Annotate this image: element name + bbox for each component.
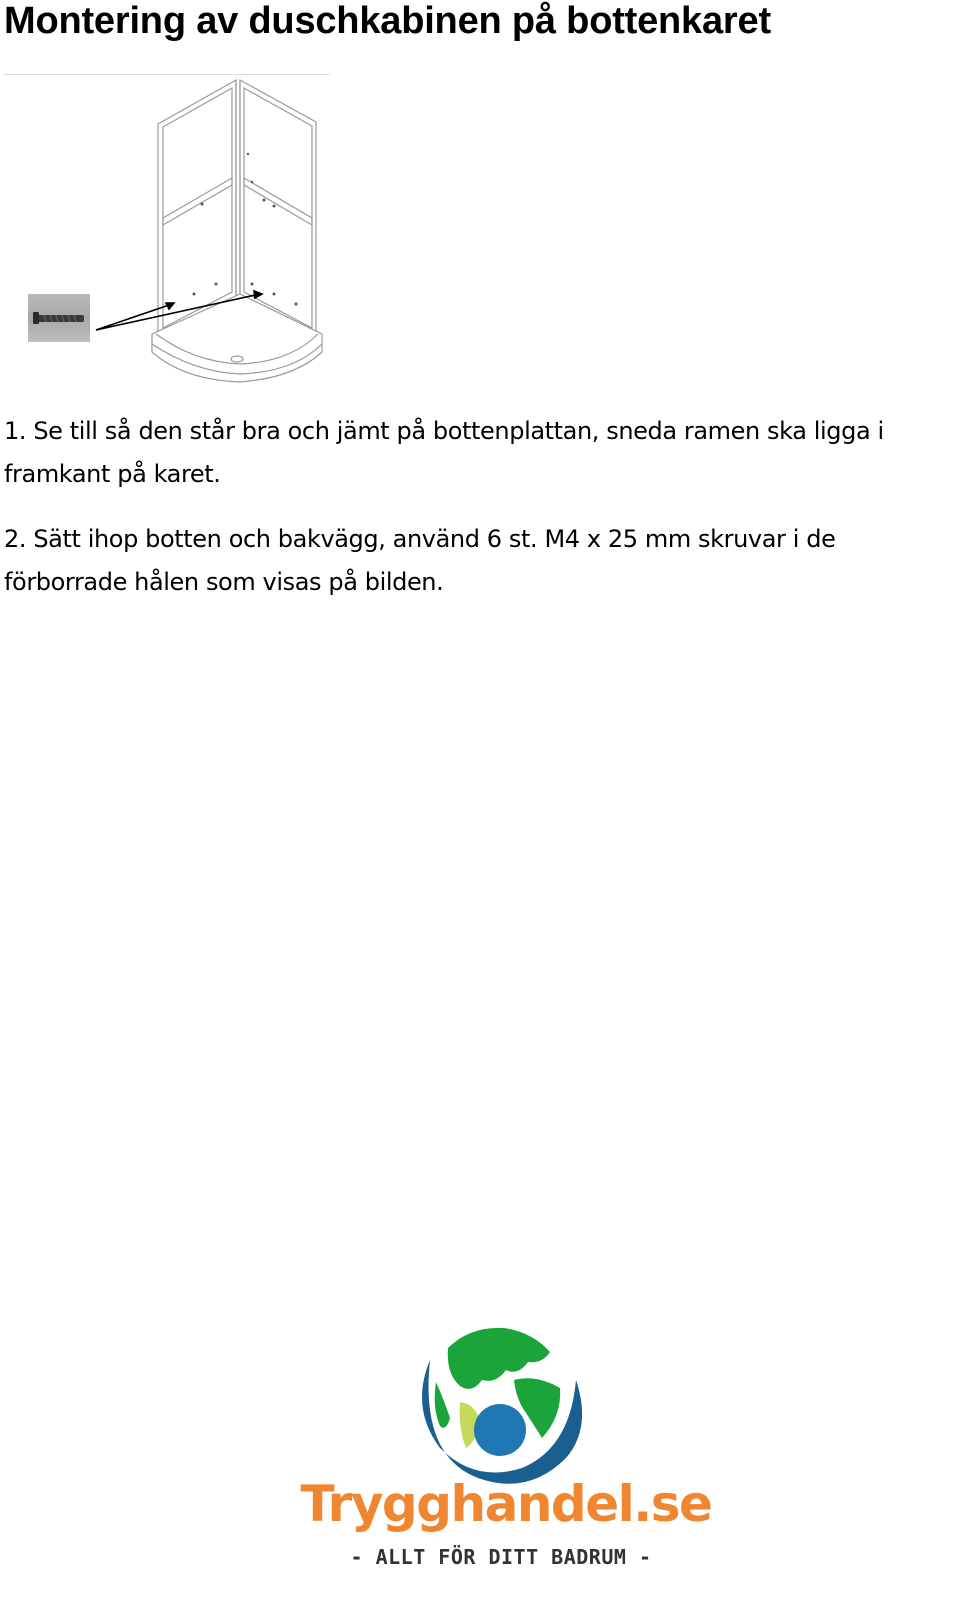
screw-shank [36,315,84,322]
page-title: Montering av duschkabinen på bottenkaret [4,0,771,42]
trygghandel-logo [270,1318,740,1618]
logo-brand-text: Trygghandel.se [300,1475,712,1533]
instruction-step-1: 1. Se till så den står bra och jämt på bottenplattan, sneda ramen ska ligga i framkant på karet. [4,417,884,488]
logo-ball [474,1404,526,1456]
screw-photo [28,294,90,342]
screw-head [33,312,39,324]
instruction-step-2: 2. Sätt ihop botten och bakvägg, använd 6 st. M4 x 25 mm skruvar i de förborrade hålen som visas på bilden. [4,525,836,596]
logo-slogan: - ALLT FÖR DITT BADRUM - [350,1545,652,1569]
